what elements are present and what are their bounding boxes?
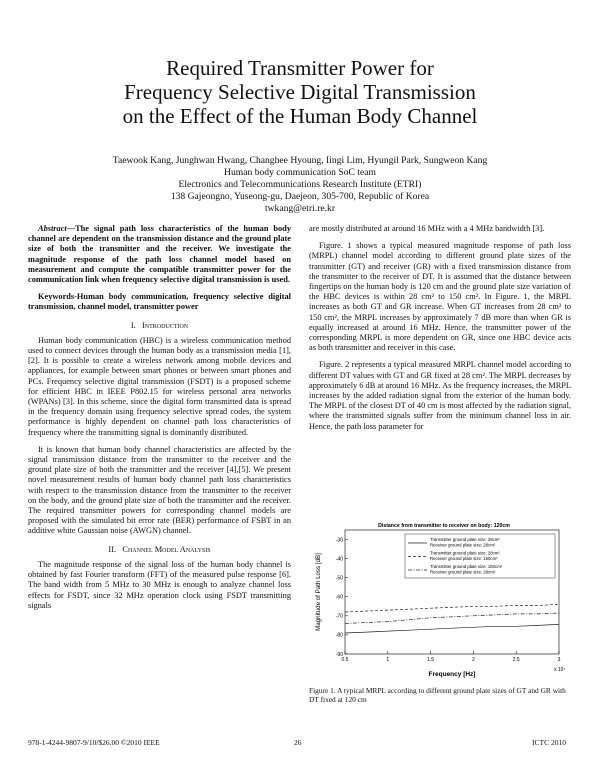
title-line-3: on the Effect of the Human Body Channel bbox=[122, 104, 478, 128]
abstract-text: —The signal path loss characteristics of the human body channel are dependent on the transmission distance and the ground plate size of both the transmitter and the receiver. We investigate the magnitude response of the path loss channel model based on measurement and compute the compatible transmitter power for the communication link when frequency selective digital transmission is used. bbox=[28, 224, 291, 285]
figure-1-chart bbox=[309, 520, 571, 682]
legend-label: Transmitter ground plate size: 28cm² bbox=[430, 550, 500, 556]
x-tick-label: 2 bbox=[472, 657, 475, 663]
author-block bbox=[40, 155, 560, 215]
series-line bbox=[345, 624, 559, 633]
right-column bbox=[309, 224, 571, 432]
legend-label: Transmitter ground plate size: 28cm² bbox=[430, 537, 500, 542]
x-axis-ticks bbox=[342, 651, 561, 663]
legend-label: Receiver ground plate size: 28cm² bbox=[430, 569, 496, 575]
section-title: Introduction bbox=[142, 320, 189, 330]
paragraph-intro-2: It is known that human body channel characteristics are affected by the signal transmission distance from the transmitter to the receiver and the ground plate size of both the transmitter and the receiver [4],[5]. We present novel measurement results of human body channel path loss characteristics with respect to the transmission distance from the transmitter to the receiver on the body, and the ground plate size of both the transmitter and the receiver. The required transmitter powers for corresponding channel models are proposed with the simulated bit error rate (BER) performance of FSBT in an additive white Gaussian noise (AWGN) channel. bbox=[28, 444, 291, 536]
series-line bbox=[345, 613, 559, 624]
paragraph-right-2: Figure. 1 shows a typical measured magnitude response of path loss (MRPL) channel model according to different ground plate sizes of the transmitter (GT) and receiver (GR) with a fixed transmission distance from the transmitter to the receiver of DT. It is assumed that the distance between fingertips on the human body is 120 cm and the ground plate size variation of the HBC devices is within 28 cm² to 150 cm². In Figure. 1, the MRPL increases as both GT and GR increase. When GT increases from 28 cm² to 150 cm², the MRPL increases by approximately 7 dB more than when GR is equally increased at around 16 MHz. Hence, the transmitter power of the corresponding MRPL is more dependent on GR, since one HBC device acts as both transmitter and receiver in this case. bbox=[309, 241, 571, 353]
x-axis-multiplier: x 10⁷ bbox=[554, 667, 566, 673]
paragraph-right-3: Figure. 2 represents a typical measured MRPL channel model according to different DT values with GT and GR fixed at 28 cm². The MRPL decreases by approximately 6 dB at around 16 MHz. As the frequency increases, the MRPL increases by the added radiation signal from the exterior of the human body. The MRPL of the closest DT of 40 cm is most affected by the radiation signal, where the transmitted signals suffer from the minimum channel loss in air. Hence, the path loss parameter for bbox=[309, 360, 571, 431]
chart-title: Distance from transmitter to receiver on body: 120cm bbox=[378, 523, 510, 529]
footer-conference: ICTC 2010 bbox=[532, 738, 566, 747]
section-heading-intro bbox=[28, 321, 291, 331]
author-email[interactable]: twkang@etri.re.kr bbox=[264, 203, 336, 214]
abstract-label: Abstract bbox=[38, 224, 67, 233]
abstract bbox=[28, 224, 291, 285]
paragraph-model-1: The magnitude response of the signal loss of the human body channel is obtained by fast Fourier transform (FFT) of the measured pulse response [6]. The band width from 5 MHz to 30 MHz is enough to analyze channel loss effects for FSDT, since 32 MHz operation clock using FSDT transmitting signals bbox=[28, 559, 291, 610]
y-tick-label: -90 bbox=[335, 651, 343, 658]
section-number: II. bbox=[108, 544, 117, 554]
section-title: Channel Model Analysis bbox=[122, 544, 211, 554]
keywords: Keywords-Human body communication, frequency selective digital transmission, channel model, transmitter power bbox=[28, 292, 291, 312]
title-line-2: Frequency Selective Digital Transmission bbox=[124, 80, 476, 104]
footer-copyright: 978-1-4244-9807-9/10/$26.00 ©2010 IEEE bbox=[28, 738, 160, 747]
series-lines bbox=[345, 604, 559, 633]
y-tick-label: -30 bbox=[335, 537, 343, 544]
paragraph-right-1: are mostly distributed at around 16 MHz with a 4 MHz bandwidth [3]. bbox=[309, 224, 545, 233]
series-line bbox=[345, 604, 559, 612]
legend-label: Receiver ground plate size: 28cm² bbox=[430, 542, 496, 548]
paragraph-intro-1: Human body communication (HBC) is a wireless communication method used to connect devices through the human body as a transmission media [1], [2]. It is possible to create a wireless network among mobile devices and appliances, for example between smart phones or between smart phones and PCs. Frequency selective digital transmission (FSDT) is a proposed scheme for efficient HBC in IEEE P802.15 for wireless personal area networks (WPANs) [3]. In this scheme, since the digital form transmitted data is spread in the frequency domain using frequency selective spread codes, the system performance is highly dependent on channel path loss characteristics of frequency where the transmitting signal is dominantly distributed. bbox=[28, 335, 291, 437]
x-tick-label: 3 bbox=[557, 657, 561, 663]
y-tick-label: -40 bbox=[335, 556, 343, 563]
legend-label: Transmitter ground plate size: 150cm² bbox=[430, 564, 503, 569]
y-tick-label: -80 bbox=[335, 632, 343, 639]
author-names: Taewook Kang, Junghwan Hwang, Changhee Hyoung, Iingi Lim, Hyungil Park, Sungweon Kang bbox=[112, 155, 488, 166]
x-tick-label: 0.5 bbox=[341, 657, 349, 663]
author-team: Human body communication SoC team bbox=[224, 167, 376, 178]
x-axis-label: Frequency [Hz] bbox=[428, 671, 476, 678]
title-line-1: Required Transmitter Power for bbox=[166, 56, 434, 80]
section-number: I. bbox=[130, 320, 136, 330]
author-address: 138 Gajeongno, Yuseong-gu, Daejeon, 305-700, Republic of Korea bbox=[170, 191, 430, 202]
y-tick-label: -70 bbox=[335, 613, 343, 620]
y-axis-label: Magnitude of Path Loss [dB] bbox=[315, 553, 322, 631]
chart-legend bbox=[405, 534, 555, 578]
y-tick-label: -60 bbox=[335, 594, 343, 601]
figure-1-caption: Figure 1. A typical MRPL according to different ground plate sizes of GT and GR with DT fixed at 120 cm bbox=[309, 686, 566, 705]
author-institute: Electronics and Telecommunications Research Institute (ETRI) bbox=[178, 179, 422, 190]
x-tick-label: 2.5 bbox=[512, 657, 520, 663]
footer-page-number: 26 bbox=[294, 738, 302, 747]
y-axis-ticks bbox=[336, 537, 348, 657]
left-column bbox=[28, 224, 291, 611]
x-tick-label: 1.5 bbox=[427, 657, 435, 663]
x-tick-label: 1 bbox=[386, 657, 390, 663]
y-tick-label: -50 bbox=[335, 575, 343, 582]
section-heading-model bbox=[28, 545, 291, 555]
paper-title bbox=[60, 56, 540, 128]
legend-label: Receiver ground plate size: 150cm² bbox=[430, 556, 498, 561]
